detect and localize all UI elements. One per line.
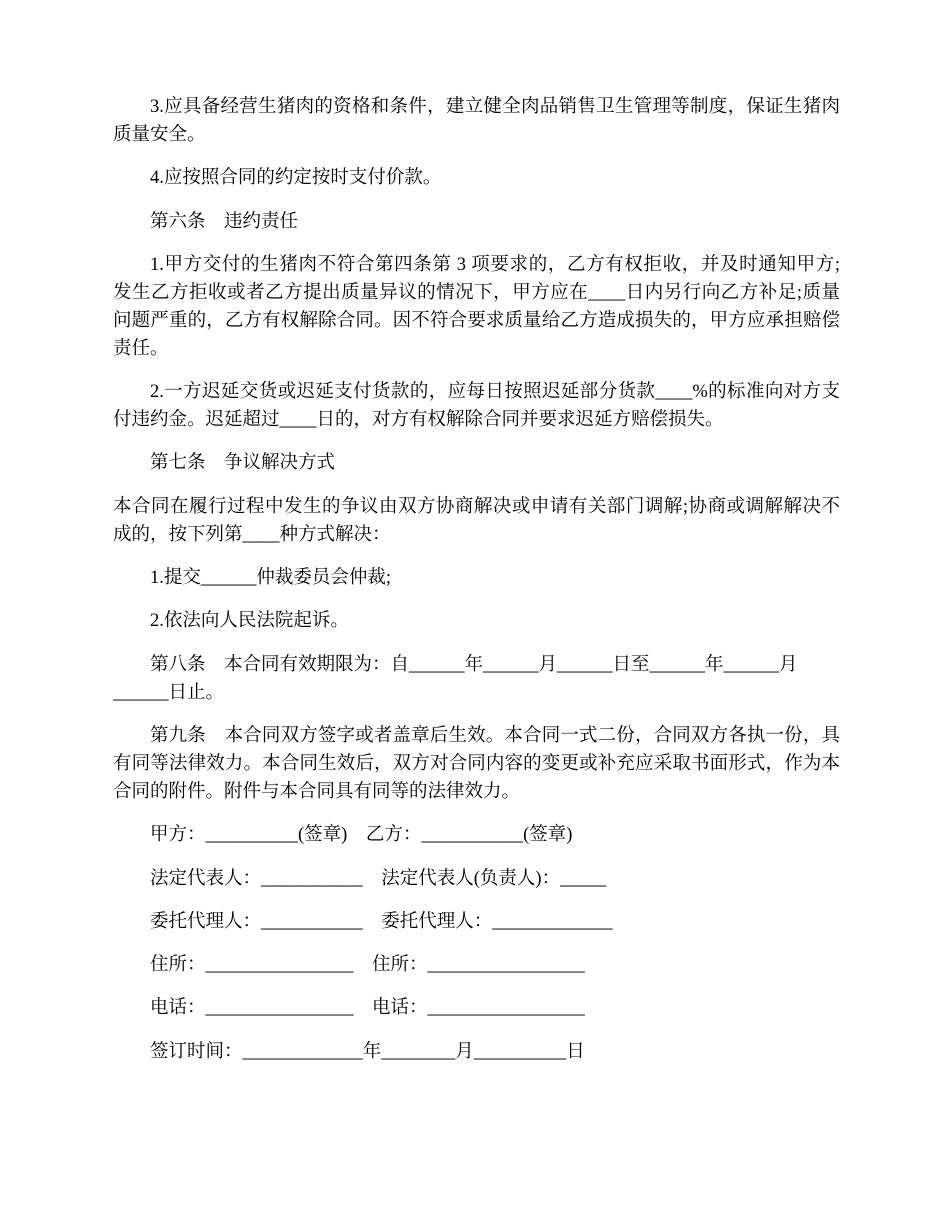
legal-representative-line: 法定代表人：___________ 法定代表人(负责人)：_____ (150, 868, 607, 889)
article-8 (113, 651, 840, 707)
article-9 (113, 722, 840, 806)
text-line: 1.甲方交付的生猪肉不符合第四条第 3 项要求的，乙方有权拒收，并及时通知甲方; (150, 254, 840, 275)
text-line: 第九条 本合同双方签字或者盖章后生效。本合同一式二份，合同双方各执一份，具 (150, 725, 840, 746)
text-line: 问题严重的，乙方有权解除合同。因不符合要求质量给乙方造成损失的，甲方应承担赔偿 (113, 310, 840, 331)
text-line: 4.应按照合同的约定按时支付价款。 (150, 168, 442, 189)
text-line: 第八条 本合同有效期限为：自______年______月______日至______年______月 (150, 654, 798, 675)
address-line: 住所：________________ 住所：_________________ (150, 955, 585, 976)
clause-5-item-3 (113, 93, 840, 149)
text-line: 本合同在履行过程中发生的争议由双方协商解决或申请有关部门调解;协商或调解解决不 (113, 496, 840, 517)
article-6-heading (113, 208, 840, 236)
text-line: ______日止。 (113, 682, 225, 703)
phone-row (113, 994, 840, 1022)
document-page (113, 93, 840, 1081)
address-row (113, 951, 840, 979)
clause-6-item-2 (113, 378, 840, 434)
text-line: 质量安全。 (113, 125, 206, 145)
party-signature-line: 甲方：__________(签章) 乙方：___________(签章) (150, 825, 573, 846)
clause-5-item-4 (113, 164, 840, 192)
clause-6-item-1 (113, 251, 840, 363)
text-line: 合同的附件。附件与本合同具有同等的法律效力。 (113, 781, 521, 802)
signing-date-row (113, 1038, 840, 1066)
signature-block (113, 821, 840, 1065)
text-line: 成的，按下列第____种方式解决： (113, 524, 391, 545)
clause-7-option-2 (113, 607, 840, 635)
legal-representative-row (113, 865, 840, 893)
text-line: 有同等法律效力。本合同生效后，双方对合同内容的变更或补充应采取书面形式，作为本 (113, 753, 840, 774)
section-heading: 第七条 争议解决方式 (150, 453, 336, 474)
article-7-body (113, 493, 840, 549)
text-line: 发生乙方拒收或者乙方提出质量异议的情况下，甲方应在____日内另行向乙方补足;质量 (113, 282, 840, 303)
signing-date-line: 签订时间：_____________年________月__________日 (150, 1041, 585, 1062)
section-heading: 第六条 违约责任 (150, 211, 299, 232)
text-line: 2.一方迟延交货或迟延支付货款的，应每日按照迟延部分货款____%的标准向对方支 (150, 382, 840, 403)
text-line: 责任。 (113, 338, 169, 359)
party-signature-row (113, 821, 840, 849)
article-7-heading (113, 449, 840, 477)
clause-7-option-1 (113, 564, 840, 592)
text-line: 1.提交______仲裁委员会仲裁; (150, 568, 392, 589)
agent-row (113, 908, 840, 936)
agent-line: 委托代理人：___________ 委托代理人：_____________ (150, 911, 613, 932)
phone-line: 电话：________________ 电话：_________________ (150, 998, 585, 1019)
text-line: 付违约金。迟延超过____日的，对方有权解除合同并要求迟延方赔偿损失。 (113, 410, 724, 431)
text-line: 2.依法向人民法院起诉。 (150, 611, 349, 632)
text-line: 3.应具备经营生猪肉的资格和条件，建立健全肉品销售卫生管理等制度，保证生猪肉 (150, 97, 840, 117)
